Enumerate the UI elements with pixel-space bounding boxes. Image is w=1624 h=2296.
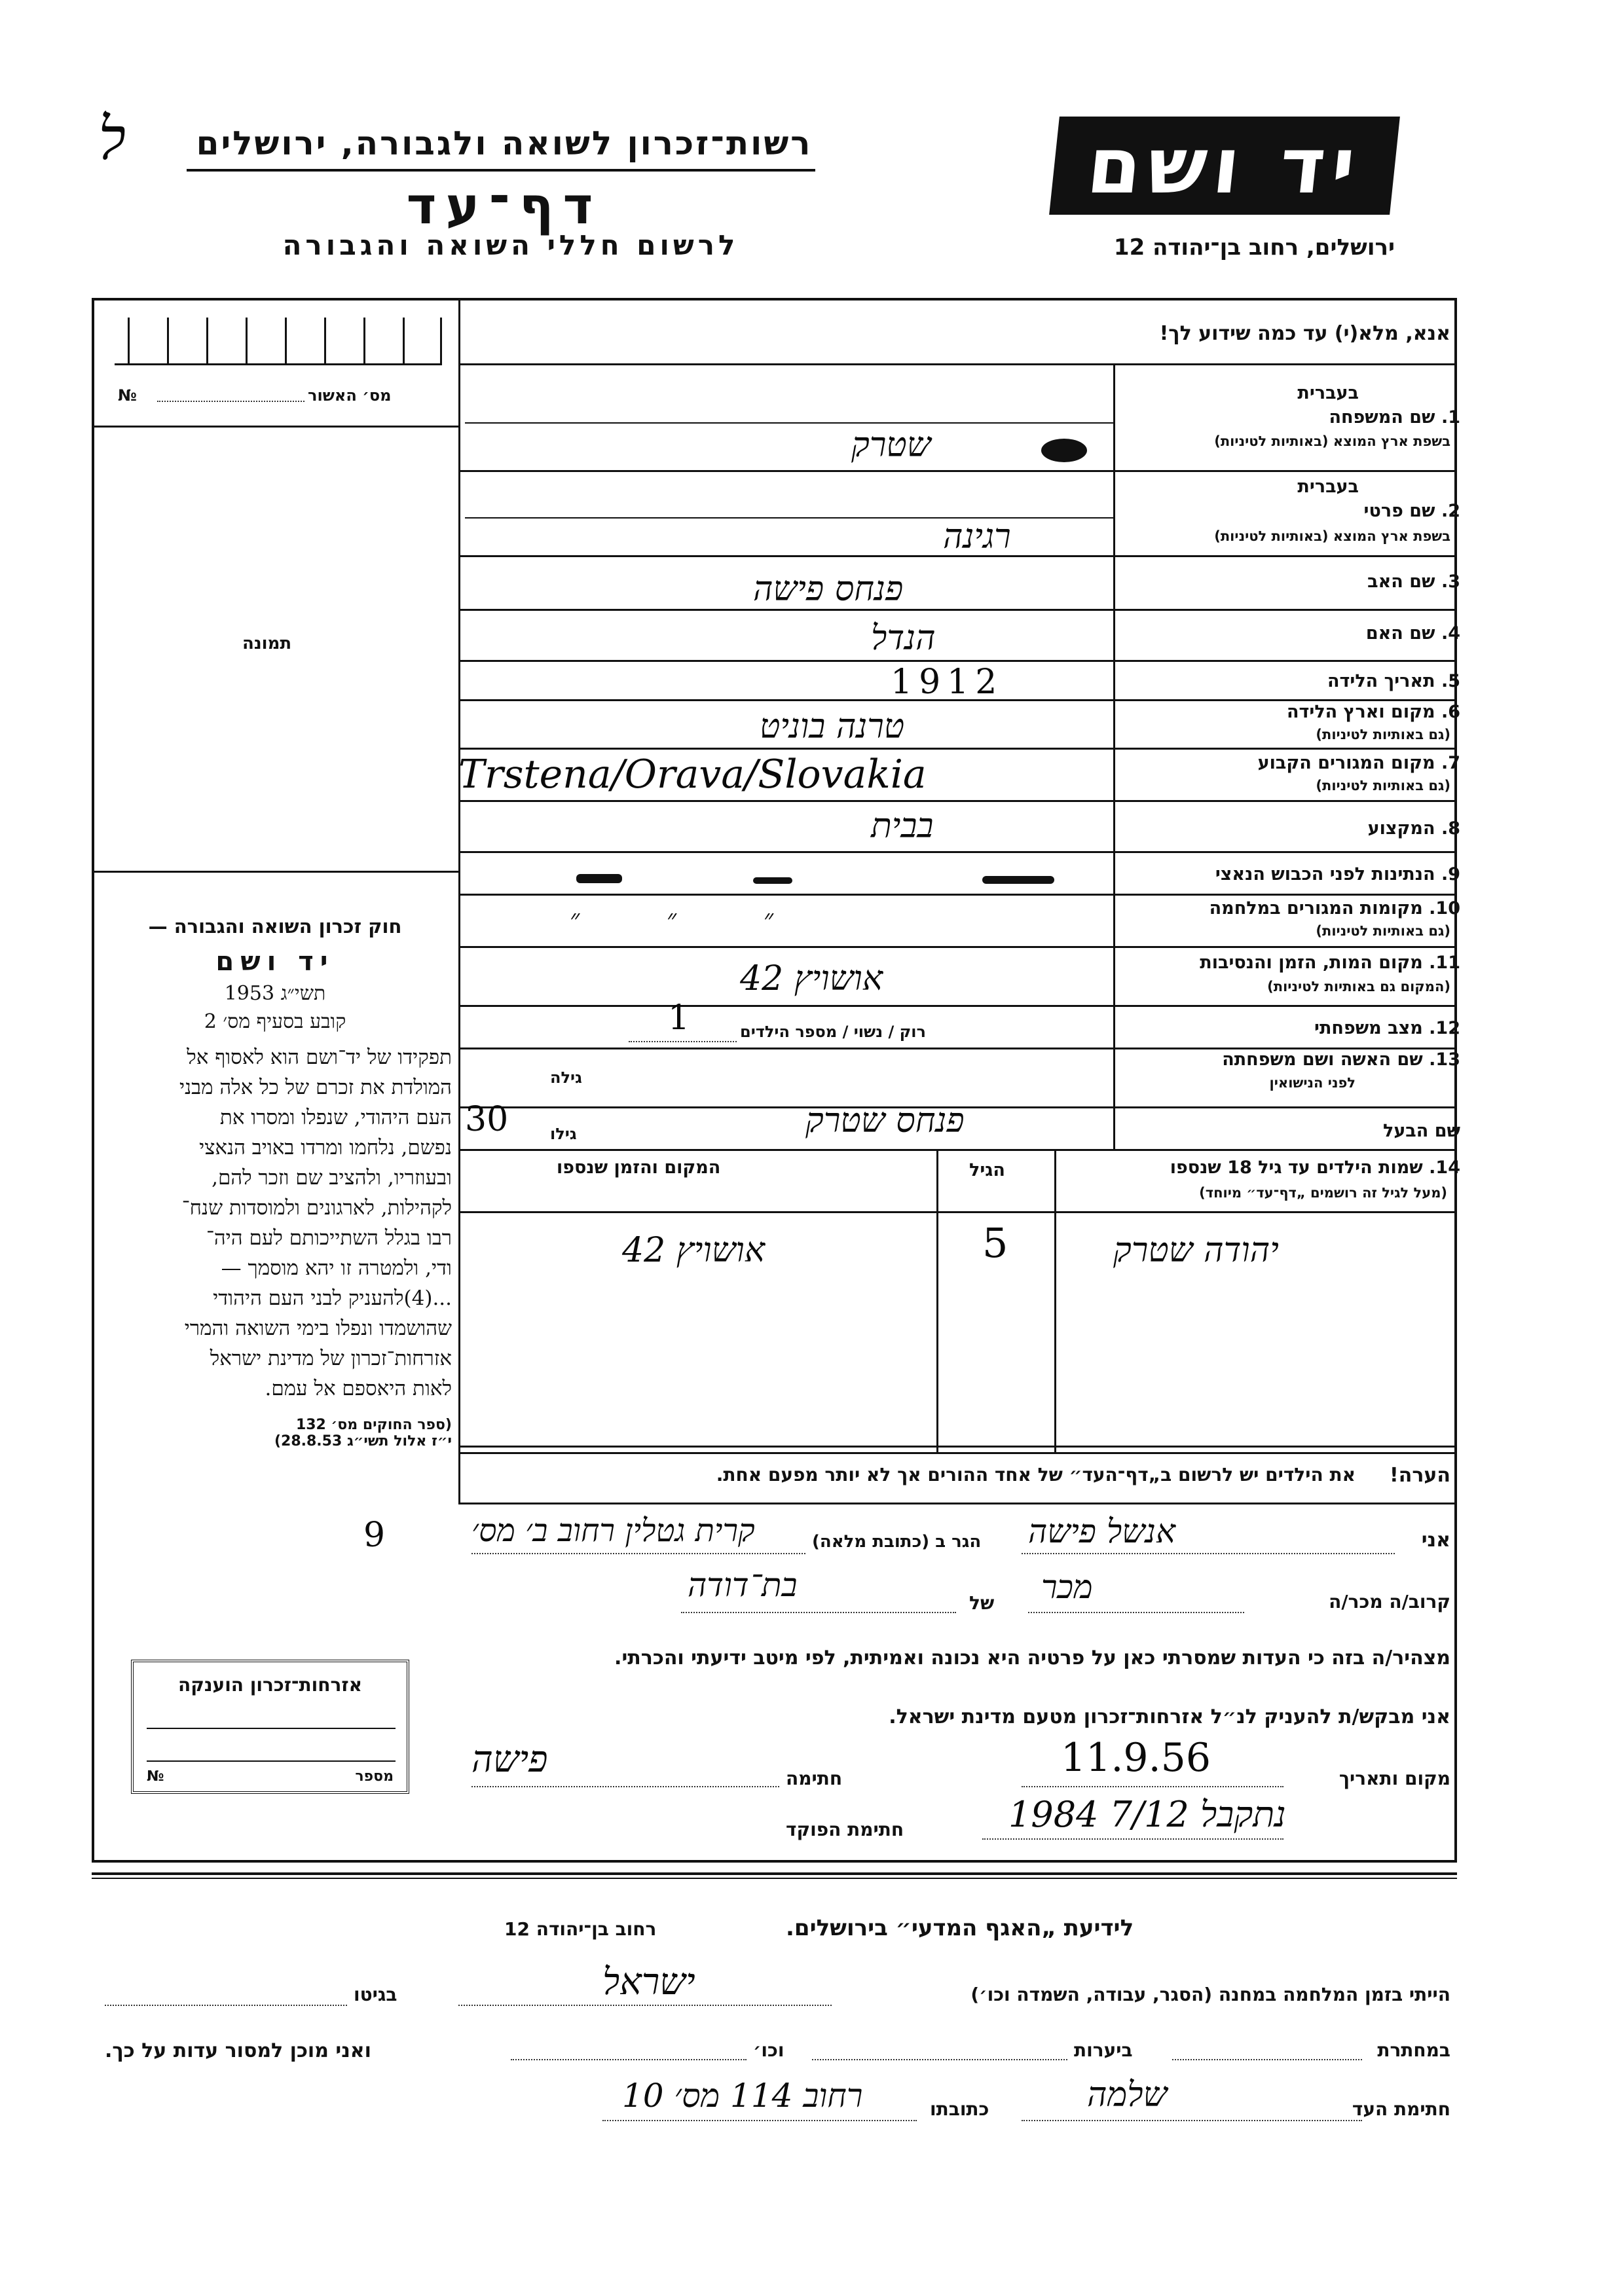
field-8-label: 8. המקצוע — [1367, 818, 1460, 839]
memorial-box-title: אזרחות־זכרון הוענקה — [178, 1674, 362, 1696]
field-5-label: 5. תאריך הלידה — [1327, 671, 1460, 691]
field-5-value: 1912 — [891, 663, 1004, 702]
request-statement: אני מבקש/ת להעניק לנ״ל אזרחות־זכרון מטעם מדינת ישראל. — [889, 1705, 1450, 1728]
field-13-label: 13. שם האשה ושם משפחתה — [1222, 1049, 1460, 1070]
memorial-box-number: מספר — [355, 1768, 394, 1785]
field-6-sub: (גם באותיות לטיניות) — [1316, 727, 1450, 742]
declarant-label: אני — [1421, 1529, 1450, 1552]
husband-label: שם הבעל — [1382, 1121, 1460, 1141]
field-1-ink-blot — [1041, 439, 1087, 462]
yad-vashem-logo: יד ושם — [1049, 117, 1400, 215]
footer-address: רחוב בן־יהודה 12 — [504, 1918, 657, 1940]
form-title: דף־עד — [406, 177, 602, 236]
field-1-sub: בשפת ארץ המוצא (באותיות לטיניות) — [1214, 433, 1450, 449]
field-12-children-count: 1 — [668, 998, 690, 1038]
place-date-value: 11.9.56 — [1061, 1735, 1211, 1781]
children-age-col: הגיל — [969, 1160, 1005, 1180]
field-9-strike-2 — [753, 877, 792, 884]
field-11-label: 11. מקום המות, הזמן והנסיבות — [1200, 953, 1460, 973]
field-1-value: שטרק — [851, 426, 931, 465]
approval-no-label: № — [118, 386, 137, 405]
field-12-options: רוק / נשוי / מספר הילדים — [740, 1023, 926, 1041]
declarant-name: אנשל פישה — [1028, 1512, 1175, 1550]
instruction: אנא, מלא(י) עד כמה שידוע לך! — [1159, 322, 1450, 345]
form-subtitle: לרשום חללי השואה והגבורה — [282, 229, 739, 261]
address: ירושלים, רחוב בן־יהודה 12 — [1113, 234, 1395, 261]
footer-camp-label: הייתי בזמן המלחמה במחנה (הסגר, עבודה, השמדה וכו׳) — [970, 1984, 1450, 2005]
note-label: הערה! — [1390, 1464, 1450, 1487]
declaration-statement: מצהיר/ה בזה כי העדות שמסרתי כאן על פרטיה היא נכונה ואמיתית, לפי מיטב ידיעתי והכרתי. — [614, 1647, 1450, 1669]
field-3-value: פנחס פישה — [753, 570, 904, 609]
signature-label: חתימה — [786, 1768, 843, 1789]
field-12-label: 12. מצב משפחתי — [1314, 1018, 1460, 1038]
field-1-label: 1. שם המשפחה — [1329, 407, 1460, 428]
field-8-value: בבית — [871, 807, 934, 846]
law-text: תפקידו של יד־ושם הוא לאסוף אל המולדת את זכרם של כל אלה מבני העם היהודי, שנפלו ומסרו את נפשם, נלחמו ומרדו באויב הנאצי ובעוזריו, ולהציב שם וזכר להם, לקהילות, לארגונים ולמוסדות שנח־ רבו בגלל השתייכותם לעם היה־ ודי, ולמטרה זו יהא מוסמך — ...(4)להעניק לבני העם היהודי שהושמדו ונפלו בימי השואה והמרי אזרחות־זכרון של מדינת ישראל לאות היאספם אל עמם. — [179, 1046, 452, 1400]
place-date-label: מקום ותאריך — [1338, 1768, 1450, 1789]
child-1-name: יהודה שטרק — [1113, 1231, 1279, 1270]
law-section: קובע בסעיף מס׳ 2 — [204, 1010, 346, 1033]
photo-label: תמונה — [242, 634, 292, 653]
field-7-value: Trstena/Orava/Slovakia — [458, 752, 927, 797]
field-4-label: 4. שם האם — [1365, 623, 1460, 644]
field-2-value: רגינה — [943, 517, 1011, 556]
official-signature-label: חתימת הפוקד — [786, 1819, 904, 1840]
approval-label: מס׳ האשור — [308, 386, 392, 405]
husband-name: פנחס שטרק — [805, 1101, 965, 1140]
field-10-label: 10. מקומות המגורים במלחמה — [1209, 898, 1460, 919]
approval-boxes — [115, 318, 442, 363]
law-title: חוק זכרון השואה והגבורה — — [148, 915, 402, 938]
authority-name: רשות־זכרון לשואה ולגבורה, ירושלים — [196, 124, 813, 162]
witness-address-value: רחוב 114 מס׳ 10 — [622, 2077, 863, 2115]
witness-address-label: כתובתו — [930, 2098, 989, 2120]
in-hebrew-1: בעברית — [1297, 383, 1359, 403]
law-year: תשי״ג 1953 — [224, 982, 326, 1005]
footer-camp-value: ישראל — [602, 1961, 695, 2003]
in-hebrew-2: בעברית — [1297, 477, 1359, 497]
footer-forests-label: ביערות — [1074, 2039, 1133, 2061]
field-11-sub: (המקום גם באותיות לטיניות) — [1267, 979, 1450, 994]
footer-ready-statement: ואני מוכן למסור עדות על כך. — [105, 2039, 371, 2062]
field-13-sub: לפני הנישואין — [1269, 1075, 1356, 1091]
field-9-strike-1 — [576, 874, 622, 883]
child-1-place: אושויץ 42 — [622, 1231, 766, 1270]
field-2-sub: בשפת ארץ המוצא (באותיות לטיניות) — [1214, 528, 1450, 544]
law-sidebar — [98, 915, 452, 1449]
law-ref-2: י״ז אלול תשי״ג 28.8.53) — [274, 1433, 452, 1449]
note-text: את הילדים יש לרשום ב„דף־העד״ של אחד ההורים אך לא יותר מפעם אחת. — [716, 1464, 1356, 1485]
children-label: 14. שמות הילדים עד גיל 18 שנספו — [1170, 1157, 1460, 1178]
of-label: של — [969, 1592, 995, 1614]
footer-etc-label: וכו׳ — [753, 2039, 784, 2061]
declarant-house-no: 9 — [363, 1516, 386, 1555]
field-4-value: הנדל — [871, 619, 936, 658]
husband-age-label: גילו — [550, 1125, 577, 1143]
field-10-value: ״ ״ ״ — [570, 904, 813, 934]
witness-signature-label: חתימת העד — [1352, 2098, 1450, 2120]
signature-value: פישה — [471, 1738, 548, 1781]
field-6-value: טרנה בוניט — [760, 707, 905, 746]
children-place-col: המקום והזמן שנספו — [557, 1157, 721, 1178]
relative-value: מכר — [1041, 1568, 1093, 1606]
field-7-label: 7. מקום המגורים הקבוע — [1257, 753, 1460, 773]
memorial-box-no: № — [147, 1768, 164, 1785]
footer-underground-label: במחתרת — [1377, 2039, 1450, 2061]
memorial-box — [131, 1660, 409, 1794]
field-13-age-label: גילה — [550, 1068, 582, 1087]
footer-ghetto-label: בגיטו — [354, 1984, 397, 2005]
field-9-strike-3 — [982, 876, 1054, 884]
law-logo: יד ושם — [215, 947, 335, 977]
child-1-age: 5 — [982, 1219, 1008, 1267]
of-value: בת־דודה — [688, 1566, 798, 1604]
official-signature-value: נתקבל 7/12 1984 — [1008, 1794, 1286, 1835]
field-9-label: 9. הנתינות לפני הכבוש הנאצי — [1215, 864, 1460, 884]
footer-title: לידיעת „האגף המדעי״ בירושלים. — [786, 1915, 1134, 1941]
resides-label: הגר ב (כתובת מלאה) — [812, 1532, 982, 1552]
field-6-label: 6. מקום וארץ הלידה — [1286, 702, 1460, 722]
relative-label: קרוב/ה מכר/ה — [1329, 1591, 1450, 1613]
field-11-value: אושויץ 42 — [740, 959, 883, 998]
husband-age: 30 — [465, 1100, 509, 1139]
witness-signature-value: שלמה — [1087, 2075, 1168, 2115]
field-7-sub: (גם באותיות לטיניות) — [1316, 778, 1450, 793]
field-3-label: 3. שם האב — [1367, 572, 1460, 592]
declarant-address: קרית גטלין רחוב ב׳ מס׳ — [471, 1512, 755, 1549]
corner-mark: ל — [98, 105, 126, 173]
field-10-sub: (גם באותיות לטיניות) — [1316, 923, 1450, 939]
children-sub: (מעל לגיל זה רושמים „דף־עד״ מיוחד) — [1199, 1185, 1447, 1201]
law-ref-1: (ספר החוקים מס׳ 132 — [295, 1417, 452, 1433]
field-2-label: 2. שם פרטי — [1363, 501, 1460, 521]
